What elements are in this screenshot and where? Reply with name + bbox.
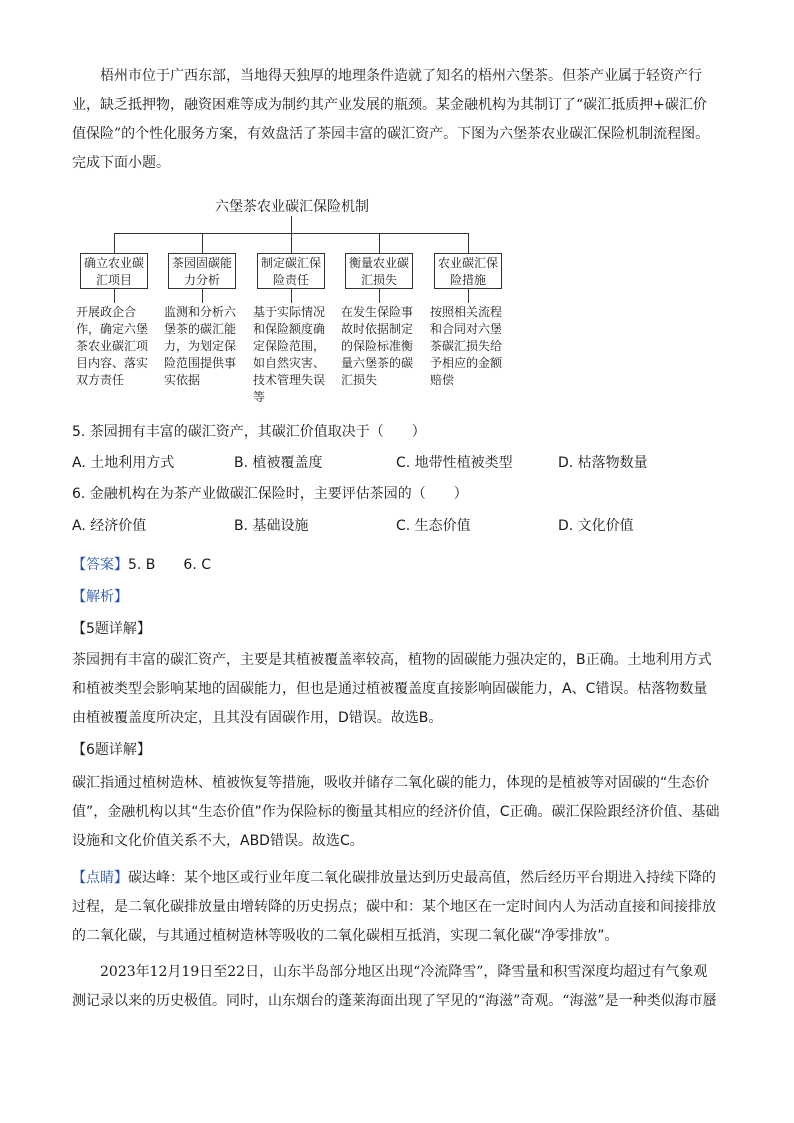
detail-5-text: 茶园拥有丰富的碳汇资产，主要是其植被覆盖率较高，植物的固碳能力强决定的，B正确。土地利用方式和植被类型会影响某地的固碳能力，但也是通过植被覆盖度直接影响固碳能力，A、C错误。枯落物数量由植被覆盖度所决定，且其没有固碳作用，D错误。故选B。 (72, 652, 712, 726)
box-establish-project: 确立农业碳汇项目 (80, 253, 148, 289)
connector-line (468, 233, 469, 253)
q5-option-b: B. 植被覆盖度 (234, 455, 323, 471)
question-5-stem: 5. 茶园拥有丰富的碳汇资产，其碳汇价值取决于（ ） (72, 424, 426, 440)
q5-option-c: C. 地带性植被类型 (396, 455, 513, 471)
question-6-stem: 6. 金融机构在为茶产业做碳汇保险时，主要评估茶园的（ ） (72, 486, 468, 502)
detail-6-label: 【6题详解】 (72, 742, 151, 758)
question-6-options (72, 515, 720, 539)
desc-establish-project: 开展政企合作，确定六堡茶农业碳汇项目内容、落实双方责任 (76, 305, 149, 387)
answer-label: 【答案】 (72, 557, 128, 573)
diagram-title: 六堡茶农业碳汇保险机制 (215, 199, 369, 215)
connector-line (202, 289, 203, 303)
flow-diagram (72, 192, 512, 412)
desc-insurance-measures: 按照相关流程和合同对六堡茶碳汇损失给予相应的金额赔偿 (430, 305, 503, 387)
connector-line (114, 233, 115, 253)
desc-measure-loss: 在发生保险事故时依据制定的保险标准衡量六堡茶的碳汇损失 (341, 305, 414, 387)
connector-line (202, 233, 203, 253)
connector-line (291, 216, 292, 233)
box-measure-loss: 衡量农业碳汇损失 (345, 253, 413, 289)
connector-line (379, 289, 380, 303)
box-carbon-capacity: 茶园固碳能力分析 (168, 253, 236, 289)
connector-line (379, 233, 380, 253)
tip-label: 【点睛】 (72, 870, 128, 886)
next-passage: 2023年12月19日至22日，山东半岛部分地区出现“冷流降雪”，降雪量和积雪深度均超过有气象观测记录以来的历史极值。同时，山东烟台的蓬莱海面出现了罕见的“海滋”奇观。“海滋”是一种类似海市蜃 (72, 964, 717, 1009)
question-5-options (72, 452, 720, 476)
q5-option-d: D. 枯落物数量 (558, 455, 648, 471)
q5-option-a: A. 土地利用方式 (72, 455, 175, 471)
answer-text: 5. B 6. C (128, 557, 211, 573)
box-insurance-measures: 农业碳汇保险措施 (434, 253, 502, 289)
analysis-label: 【解析】 (72, 589, 128, 605)
detail-6-text: 碳汇指通过植树造林、植被恢复等措施，吸收并储存二氧化碳的能力，体现的是植被等对固碳的“生态价值”，金融机构以其“生态价值”作为保险标的衡量其相应的经济价值，C正确。碳汇保险跟经济价值、基础设施和文化价值关系不大，ABD错误。故选C。 (72, 775, 720, 849)
connector-line (291, 233, 292, 253)
q6-option-d: D. 文化价值 (558, 518, 634, 534)
tip-text: 碳达峰：某个地区或行业年度二氧化碳排放量达到历史最高值，然后经历平台期进入持续下降的过程，是二氧化碳排放量由增转降的历史拐点；碳中和：某个地区在一定时间内人为活动直接和间接排放的二氧化碳，与其通过植树造林等吸收的二氧化碳相互抵消，实现二氧化碳“净零排放”。 (72, 870, 716, 944)
desc-carbon-capacity: 监测和分析六堡茶的碳汇能力，为划定保险范围提供事实依据 (164, 305, 237, 387)
connector-line (114, 289, 115, 303)
q6-option-b: B. 基础设施 (234, 518, 309, 534)
intro-paragraph: 梧州市位于广西东部，当地得天独厚的地理条件造就了知名的梧州六堡茶。但茶产业属于轻资产行业，缺乏抵押物，融资困难等成为制约其产业发展的瓶颈。某金融机构为其制订了“碳汇抵质押+碳汇价值保险”的个性化服务方案，有效盘活了茶园丰富的碳汇资产。下图为六堡茶农业碳汇保险机制流程图。完成下面小题。 (72, 68, 710, 171)
answer-line (72, 551, 720, 580)
q6-option-c: C. 生态价值 (396, 518, 471, 534)
q6-option-a: A. 经济价值 (72, 518, 147, 534)
connector-line (468, 289, 469, 303)
connector-line (291, 289, 292, 303)
tip-paragraph (72, 864, 720, 951)
desc-insurance-liability: 基于实际情况和保险额度确定保险范围，如自然灾害、技术管理失误等 (253, 305, 326, 404)
box-insurance-liability: 制定碳汇保险责任 (257, 253, 325, 289)
detail-5-label: 【5题详解】 (72, 621, 151, 637)
